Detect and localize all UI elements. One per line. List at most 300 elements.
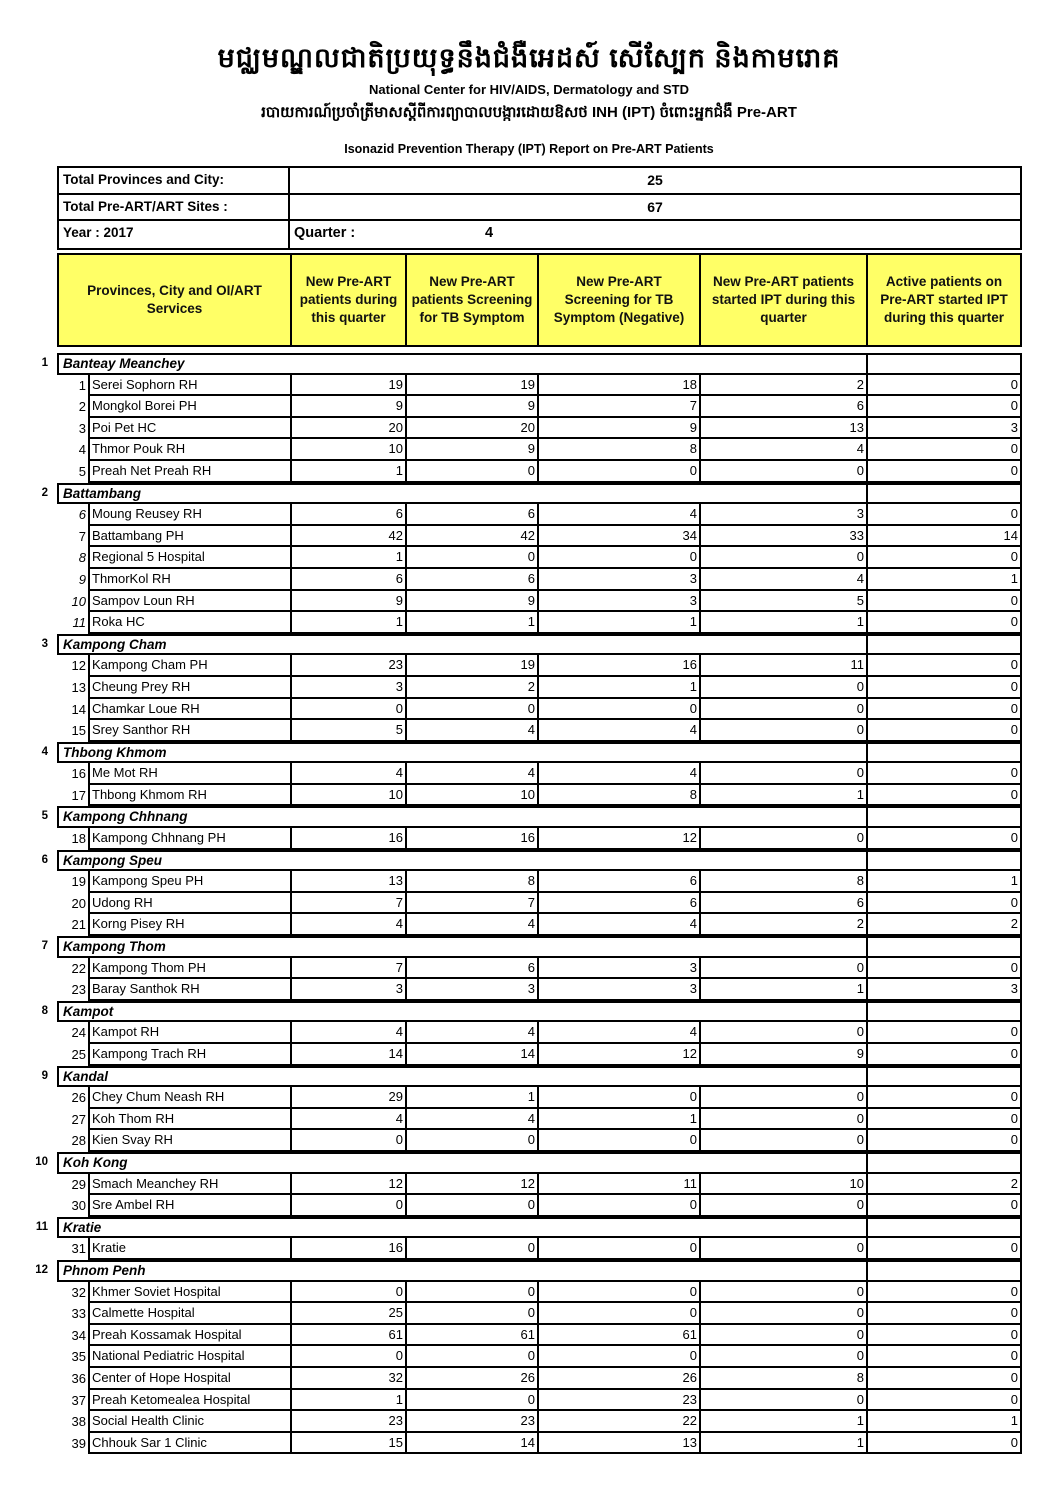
province-name: Kampot (63, 1003, 114, 1019)
site-cells (88, 699, 1022, 721)
cell-divider (866, 355, 868, 375)
value-cell: 10 (701, 1174, 868, 1194)
value-cell: 0 (407, 1238, 539, 1258)
table-row (0, 504, 1058, 526)
province-name: Kampong Cham (63, 636, 167, 652)
site-cells (88, 1109, 1022, 1131)
value-cell: 0 (701, 461, 868, 481)
province-row (0, 483, 1058, 505)
province-row (0, 742, 1058, 764)
value-cell: 2 (1010, 1175, 1018, 1191)
meta-row-provinces (59, 168, 1020, 195)
table-row (0, 828, 1058, 850)
value-cell: 11 (539, 1174, 701, 1194)
value-cell: 9 (701, 1044, 868, 1064)
site-cells (88, 612, 1022, 634)
value-cell: 42 (407, 526, 539, 546)
province-name-cell (57, 1066, 1022, 1088)
site-name: National Pediatric Hospital (90, 1346, 292, 1366)
value-cell: 20 (407, 418, 539, 438)
site-name: Roka HC (90, 612, 292, 632)
value-cell: 1 (539, 677, 701, 697)
site-cells (88, 979, 1022, 1001)
site-index: 13 (71, 679, 86, 695)
value-cell: 6 (292, 569, 407, 589)
province-name: Kampong Speu (63, 852, 163, 868)
site-index: 22 (71, 960, 86, 976)
value-cell: 2 (701, 375, 868, 395)
province-index: 2 (41, 486, 48, 499)
value-cell: 15 (292, 1433, 407, 1453)
value-cell: 2 (1010, 916, 1018, 932)
value-cell: 6 (701, 893, 868, 913)
site-index: 12 (71, 658, 86, 674)
site-cells (88, 1022, 1022, 1044)
site-cells (88, 1195, 1022, 1217)
value-cell: 26 (407, 1368, 539, 1388)
site-name: Thmor Pouk RH (90, 439, 292, 459)
cell-divider (866, 636, 868, 656)
value-cell: 9 (292, 591, 407, 611)
value-cell: 1 (407, 1087, 539, 1107)
year-label: Year : 2017 (59, 221, 290, 248)
value-cell: 5 (701, 591, 868, 611)
value-cell: 0 (1010, 894, 1018, 910)
cell-divider (866, 808, 868, 828)
site-name: Kien Svay RH (90, 1130, 292, 1150)
value-cell: 6 (407, 958, 539, 978)
value-cell: 0 (1010, 678, 1018, 694)
value-cell: 12 (292, 1174, 407, 1194)
site-index: 25 (71, 1047, 86, 1062)
value-cell: 0 (292, 1130, 407, 1150)
site-name: Calmette Hospital (90, 1303, 292, 1323)
site-index: 18 (71, 831, 86, 847)
site-cells (88, 526, 1022, 548)
province-row (0, 936, 1058, 958)
table-row (0, 720, 1058, 742)
quarter-cell (290, 221, 1020, 248)
value-cell: 0 (1010, 1132, 1018, 1148)
value-cell: 0 (539, 699, 701, 719)
value-cell: 0 (539, 1303, 701, 1323)
table-row (0, 1433, 1058, 1455)
value-cell: 4 (292, 763, 407, 783)
province-row (0, 1001, 1058, 1023)
value-cell: 1 (701, 785, 868, 805)
table-row (0, 439, 1058, 461)
column-header-active-ipt: Active patients on Pre-ART started IPT during this quarter (880, 274, 1008, 325)
value-cell: 13 (292, 871, 407, 891)
value-cell: 1 (701, 1433, 868, 1453)
value-cell: 0 (701, 1130, 868, 1150)
site-index: 27 (71, 1111, 86, 1127)
cell-divider (866, 1262, 868, 1282)
value-cell: 9 (407, 439, 539, 459)
province-name: Battambang (63, 485, 142, 501)
value-cell: 0 (1010, 786, 1018, 802)
value-cell: 1 (1010, 1413, 1018, 1429)
province-name-cell (57, 1217, 1022, 1239)
site-index: 36 (71, 1370, 86, 1386)
site-name: Smach Meanchey RH (90, 1174, 292, 1194)
value-cell: 19 (292, 375, 407, 395)
value-cell: 11 (701, 655, 868, 675)
table-row (0, 591, 1058, 613)
site-name: Kampong Trach RH (90, 1044, 292, 1064)
value-cell: 33 (701, 526, 868, 546)
site-name: Chamkar Loue RH (90, 699, 292, 719)
value-cell: 0 (1010, 1391, 1018, 1407)
site-index: 20 (71, 895, 86, 911)
value-cell: 2 (407, 677, 539, 697)
value-cell: 6 (407, 569, 539, 589)
value-cell: 0 (539, 1346, 701, 1366)
site-cells (88, 828, 1022, 850)
site-name: ThmorKol RH (90, 569, 292, 589)
site-name: Preah Kossamak Hospital (90, 1325, 292, 1345)
site-name: Udong RH (90, 893, 292, 913)
site-index: 7 (78, 528, 86, 544)
value-cell: 34 (539, 526, 701, 546)
value-cell: 0 (701, 1087, 868, 1107)
value-cell: 3 (292, 979, 407, 999)
site-name: Kampong Thom PH (90, 958, 292, 978)
site-name: Me Mot RH (90, 763, 292, 783)
value-cell: 0 (407, 547, 539, 567)
value-cell: 14 (292, 1044, 407, 1064)
value-cell: 0 (539, 1238, 701, 1258)
value-cell: 12 (539, 1044, 701, 1064)
title-khmer: មជ្ឈមណ្ឌលជាតិប្រយុទ្ធនឹងជំងឺអេដស៍ សើស្បែក និងកាមរោគ (217, 43, 841, 73)
value-cell: 0 (1010, 398, 1018, 414)
site-cells (88, 1390, 1022, 1412)
value-cell: 12 (539, 828, 701, 848)
value-cell: 8 (407, 871, 539, 891)
cell-divider (866, 1219, 868, 1239)
site-cells (88, 763, 1022, 785)
value-cell: 0 (1010, 1240, 1018, 1256)
value-cell: 25 (292, 1303, 407, 1323)
value-cell: 6 (539, 893, 701, 913)
value-cell: 0 (701, 547, 868, 567)
value-cell: 0 (701, 1325, 868, 1345)
value-cell: 0 (292, 1195, 407, 1215)
value-cell: 14 (1003, 527, 1018, 543)
province-name: Kampong Chhnang (63, 809, 188, 825)
cell-divider (866, 1003, 868, 1023)
site-name: Kampong Cham PH (90, 655, 292, 675)
value-cell: 0 (1010, 1089, 1018, 1105)
site-cells (88, 871, 1022, 893)
column-header-tb-screening: New Pre-ART patients Screening for TB Symptom (407, 255, 539, 345)
value-cell: 4 (539, 763, 701, 783)
table-row (0, 1368, 1058, 1390)
site-name: Preah Ketomealea Hospital (90, 1390, 292, 1410)
site-name: Preah Net Preah RH (90, 461, 292, 481)
value-cell: 19 (407, 655, 539, 675)
table-row (0, 569, 1058, 591)
site-index: 10 (71, 593, 86, 609)
site-cells (88, 1325, 1022, 1347)
quarter-label: Quarter : (294, 225, 356, 241)
value-cell: 0 (539, 1130, 701, 1150)
province-name-cell (57, 634, 1022, 656)
site-name: Korng Pisey RH (90, 914, 292, 934)
table-row (0, 763, 1058, 785)
subtitle-english: Isonazid Prevention Therapy (IPT) Report on Pre-ART Patients (344, 142, 714, 156)
value-cell: 4 (292, 1022, 407, 1042)
value-cell: 7 (292, 958, 407, 978)
site-cells (88, 1411, 1022, 1433)
value-cell: 0 (292, 1346, 407, 1366)
value-cell: 26 (539, 1368, 701, 1388)
table-row (0, 526, 1058, 548)
table-row (0, 375, 1058, 397)
value-cell: 4 (407, 1109, 539, 1129)
value-cell: 0 (701, 958, 868, 978)
value-cell: 4 (407, 1022, 539, 1042)
value-cell: 4 (292, 1109, 407, 1129)
site-index: 17 (71, 787, 86, 803)
site-name: Kratie (90, 1238, 292, 1258)
value-cell: 0 (407, 1390, 539, 1410)
value-cell: 16 (539, 655, 701, 675)
value-cell: 14 (407, 1433, 539, 1453)
site-index: 19 (71, 874, 86, 890)
site-name: Moung Reusey RH (90, 504, 292, 524)
province-row (0, 850, 1058, 872)
site-index: 1 (78, 377, 86, 393)
value-cell: 9 (292, 396, 407, 416)
province-row (0, 1152, 1058, 1174)
report-meta-table (57, 166, 1022, 250)
table-row (0, 785, 1058, 807)
value-cell: 0 (1010, 657, 1018, 673)
table-row (0, 699, 1058, 721)
value-cell: 1 (292, 547, 407, 567)
value-cell: 0 (1010, 1046, 1018, 1061)
value-cell: 0 (1010, 1348, 1018, 1364)
value-cell: 3 (407, 979, 539, 999)
value-cell: 0 (1010, 549, 1018, 565)
site-cells (88, 893, 1022, 915)
site-index: 29 (71, 1176, 86, 1192)
province-row (0, 1217, 1058, 1239)
table-row (0, 914, 1058, 936)
province-name: Phnom Penh (63, 1262, 146, 1278)
site-index: 30 (71, 1198, 86, 1214)
site-name: Baray Santhok RH (90, 979, 292, 999)
site-name: Kampong Speu PH (90, 871, 292, 891)
site-index: 32 (71, 1284, 86, 1300)
cell-divider (866, 485, 868, 505)
province-name: Kandal (63, 1068, 109, 1084)
value-cell: 3 (539, 979, 701, 999)
site-cells (88, 720, 1022, 742)
cell-divider (866, 1068, 868, 1088)
province-name-cell (57, 353, 1022, 375)
value-cell: 1 (407, 612, 539, 632)
value-cell: 4 (407, 763, 539, 783)
province-name: Banteay Meanchey (63, 356, 185, 371)
value-cell: 0 (1010, 765, 1018, 781)
province-row (0, 806, 1058, 828)
report-table-body (0, 353, 1058, 1454)
value-cell: 0 (1010, 1110, 1018, 1126)
value-cell: 0 (701, 1346, 868, 1366)
province-name: Kratie (63, 1219, 102, 1235)
site-index: 24 (71, 1025, 86, 1041)
province-name: Kampong Thom (63, 939, 166, 955)
value-cell: 0 (407, 1303, 539, 1323)
site-cells (88, 958, 1022, 980)
value-cell: 10 (292, 439, 407, 459)
value-cell: 4 (539, 1022, 701, 1042)
value-cell: 5 (292, 720, 407, 740)
site-cells (88, 504, 1022, 526)
site-cells (88, 396, 1022, 418)
value-cell: 3 (539, 958, 701, 978)
value-cell: 22 (539, 1411, 701, 1431)
site-cells (88, 914, 1022, 936)
table-row (0, 1238, 1058, 1260)
value-cell: 16 (292, 1238, 407, 1258)
province-name: Thbong Khmom (63, 744, 167, 760)
site-index: 33 (71, 1306, 86, 1322)
table-row (0, 958, 1058, 980)
table-row (0, 1195, 1058, 1217)
table-row (0, 1087, 1058, 1109)
value-cell: 0 (292, 699, 407, 719)
province-index: 1 (41, 357, 48, 369)
value-cell: 0 (701, 699, 868, 719)
value-cell: 1 (539, 1109, 701, 1129)
value-cell: 7 (292, 893, 407, 913)
value-cell: 8 (539, 785, 701, 805)
value-cell: 3 (539, 591, 701, 611)
site-name: Cheung Prey RH (90, 677, 292, 697)
value-cell: 4 (701, 569, 868, 589)
value-cell: 4 (539, 720, 701, 740)
value-cell: 8 (701, 871, 868, 891)
value-cell: 0 (539, 1195, 701, 1215)
value-cell: 0 (1010, 1434, 1018, 1450)
value-cell: 0 (407, 699, 539, 719)
sites-label: Total Pre-ART/ART Sites : (59, 195, 290, 220)
column-header-new-patients: New Pre-ART patients during this quarter (292, 255, 407, 345)
site-cells (88, 1282, 1022, 1304)
site-cells (88, 375, 1022, 397)
site-name: Sre Ambel RH (90, 1195, 292, 1215)
value-cell: 0 (1010, 614, 1018, 630)
site-index: 23 (71, 982, 86, 998)
value-cell: 0 (539, 1087, 701, 1107)
table-row (0, 1130, 1058, 1152)
site-index: 31 (71, 1241, 86, 1257)
site-cells (88, 461, 1022, 483)
site-cells (88, 1174, 1022, 1196)
site-index: 8 (78, 550, 86, 566)
value-cell: 0 (1010, 700, 1018, 716)
table-row (0, 612, 1058, 634)
value-cell: 16 (407, 828, 539, 848)
site-name: Center of Hope Hospital (90, 1368, 292, 1388)
province-index: 3 (41, 637, 48, 650)
site-index: 21 (71, 917, 86, 933)
site-name: Srey Santhor RH (90, 720, 292, 740)
province-index: 12 (35, 1263, 48, 1276)
province-index: 7 (41, 940, 48, 953)
site-name: Serei Sophorn RH (90, 375, 292, 395)
site-index: 14 (71, 701, 86, 717)
value-cell: 1 (701, 979, 868, 999)
value-cell: 23 (539, 1390, 701, 1410)
value-cell: 42 (292, 526, 407, 546)
site-cells (88, 1346, 1022, 1368)
site-cells (88, 1368, 1022, 1390)
province-name: Koh Kong (63, 1154, 128, 1170)
province-index: 4 (41, 745, 48, 758)
cell-divider (866, 938, 868, 958)
province-name-cell (57, 1260, 1022, 1282)
site-cells (88, 1433, 1022, 1455)
value-cell: 0 (701, 763, 868, 783)
site-name: Mongkol Borei PH (90, 396, 292, 416)
value-cell: 4 (539, 914, 701, 934)
column-header-row (57, 253, 1022, 347)
site-cells (88, 1044, 1022, 1066)
site-cells (88, 1130, 1022, 1152)
site-name: Regional 5 Hospital (90, 547, 292, 567)
site-cells (88, 1238, 1022, 1260)
site-index: 37 (71, 1392, 86, 1408)
cell-divider (866, 852, 868, 872)
value-cell: 6 (292, 504, 407, 524)
value-cell: 61 (407, 1325, 539, 1345)
value-cell: 1 (539, 612, 701, 632)
provinces-label: Total Provinces and City: (59, 168, 290, 193)
value-cell: 0 (1010, 441, 1018, 457)
province-row (0, 634, 1058, 656)
value-cell: 1 (292, 461, 407, 481)
table-row (0, 1325, 1058, 1347)
table-row (0, 979, 1058, 1001)
column-header-services: Provinces, City and OI/ART Services (59, 255, 292, 345)
site-name: Chey Chum Neash RH (90, 1087, 292, 1107)
value-cell: 19 (407, 375, 539, 395)
table-row (0, 1174, 1058, 1196)
value-cell: 0 (1010, 722, 1018, 738)
value-cell: 0 (701, 1282, 868, 1302)
value-cell: 1 (292, 1390, 407, 1410)
value-cell: 32 (292, 1368, 407, 1388)
value-cell: 0 (539, 461, 701, 481)
province-index: 9 (41, 1069, 48, 1082)
site-index: 15 (71, 723, 86, 739)
subtitle-khmer: របាយការណ៍ប្រចាំត្រីមាសស្តីពីការព្យាបាលបង្ការដោយឱសថ INH (IPT) ចំពោះអ្នកជំងឺ Pre-ART (261, 104, 797, 121)
site-cells (88, 569, 1022, 591)
value-cell: 1 (1010, 570, 1018, 586)
province-index: 10 (35, 1155, 48, 1168)
value-cell: 20 (292, 418, 407, 438)
province-row (0, 1260, 1058, 1282)
sites-value: 67 (647, 198, 663, 215)
value-cell: 0 (407, 1346, 539, 1366)
province-name-cell (57, 806, 1022, 828)
value-cell: 3 (1010, 981, 1018, 997)
site-index: 26 (71, 1090, 86, 1106)
